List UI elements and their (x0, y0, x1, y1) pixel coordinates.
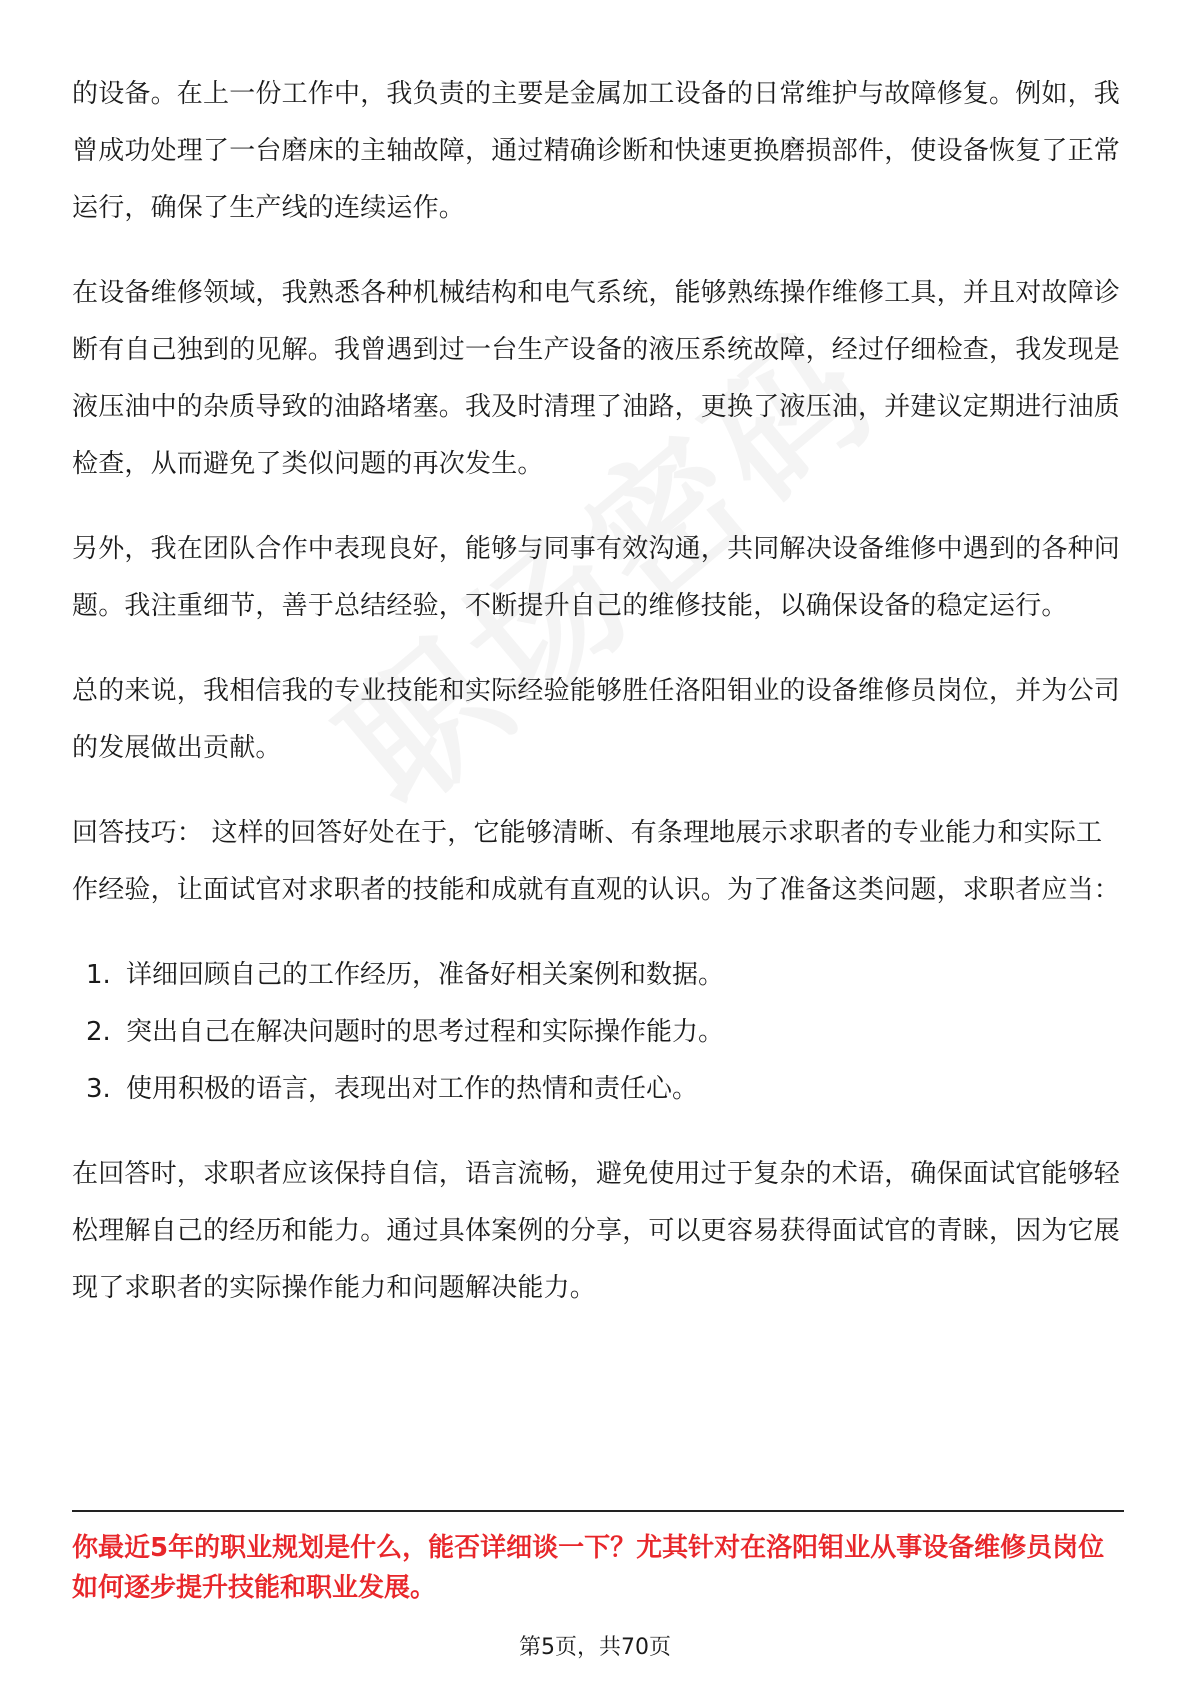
document-body (72, 66, 1124, 1345)
list-item-number: 2. (86, 1017, 111, 1047)
list-item-text: 使用积极的语言，表现出对工作的热情和责任心。 (126, 1074, 699, 1104)
paragraph-teamwork: 另外，我在团队合作中表现良好，能够与同事有效沟通，共同解决设备维修中遇到的各种问题。我注重细节，善于总结经验，不断提升自己的维修技能，以确保设备的稳定运行。 (72, 534, 1121, 621)
list-item (72, 1004, 1124, 1061)
list-item-text: 详细回顾自己的工作经历，准备好相关案例和数据。 (126, 960, 725, 990)
list-item (72, 1061, 1124, 1118)
list-item (72, 947, 1124, 1004)
paragraph-skills: 在设备维修领域，我熟悉各种机械结构和电气系统，能够熟练操作维修工具，并且对故障诊断有自己独到的见解。我曾遇到过一台生产设备的液压系统故障，经过仔细检查，我发现是液压油中的杂质导致的油路堵塞。我及时清理了油路，更换了液压油，并建议定期进行油质检查，从而避免了类似问题的再次发生。 (72, 278, 1121, 479)
paragraph-experience: 的设备。在上一份工作中，我负责的主要是金属加工设备的日常维护与故障修复。例如，我曾成功处理了一台磨床的主轴故障，通过精确诊断和快速更换磨损部件，使设备恢复了正常运行，确保了生产线的连续运作。 (72, 79, 1121, 223)
paragraph-answer-tips: 回答技巧： 这样的回答好处在于，它能够清晰、有条理地展示求职者的专业能力和实际工作经验，让面试官对求职者的技能和成就有直观的认识。为了准备这类问题，求职者应当： (72, 818, 1121, 905)
section-divider (72, 1510, 1124, 1512)
list-item-text: 突出自己在解决问题时的思考过程和实际操作能力。 (126, 1017, 725, 1047)
tips-list (72, 947, 1124, 1118)
paragraph-summary: 总的来说，我相信我的专业技能和实际经验能够胜任洛阳钼业的设备维修员岗位，并为公司的发展做出贡献。 (72, 676, 1121, 763)
list-item-number: 1. (86, 960, 111, 990)
page-number: 第5页，共70页 (519, 1635, 671, 1660)
next-question: 你最近5年的职业规划是什么，能否详细谈一下？尤其针对在洛阳钼业从事设备维修员岗位如何逐步提升技能和职业发展。 (72, 1533, 1105, 1603)
list-item-number: 3. (86, 1074, 111, 1104)
paragraph-conclusion: 在回答时，求职者应该保持自信，语言流畅，避免使用过于复杂的术语，确保面试官能够轻松理解自己的经历和能力。通过具体案例的分享，可以更容易获得面试官的青睐，因为它展现了求职者的实际操作能力和问题解决能力。 (72, 1159, 1121, 1303)
